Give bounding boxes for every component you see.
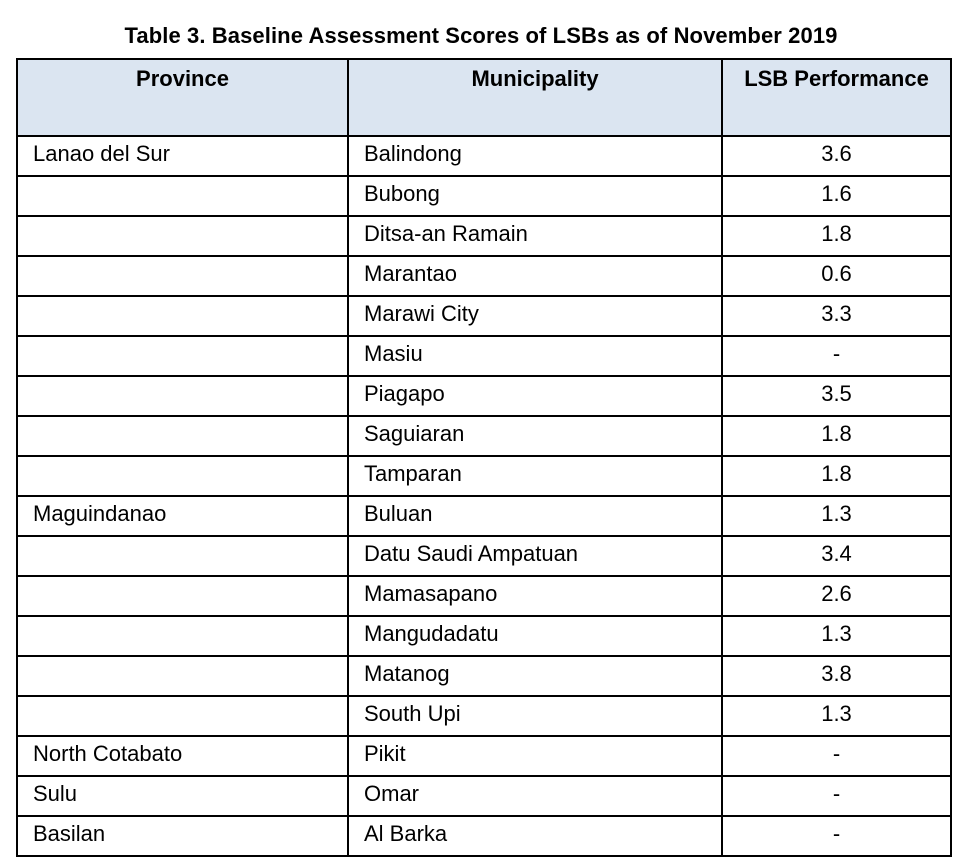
province-cell [17, 296, 348, 336]
municipality-cell: Balindong [348, 136, 722, 176]
lsb-performance-cell: 3.4 [722, 536, 951, 576]
province-cell [17, 656, 348, 696]
province-cell [17, 576, 348, 616]
table-header [17, 59, 951, 136]
lsb-performance-cell: 3.6 [722, 136, 951, 176]
lsb-performance-cell: - [722, 776, 951, 816]
table-row [17, 456, 951, 496]
table-row [17, 816, 951, 856]
lsb-performance-cell: 1.3 [722, 496, 951, 536]
province-cell [17, 256, 348, 296]
table-row [17, 576, 951, 616]
province-cell: Basilan [17, 816, 348, 856]
municipality-cell: Bubong [348, 176, 722, 216]
table-row [17, 296, 951, 336]
header-lsb-performance: LSB Performance [722, 59, 951, 136]
lsb-performance-cell: 1.3 [722, 616, 951, 656]
municipality-cell: Marawi City [348, 296, 722, 336]
header-row [17, 59, 951, 136]
table-row [17, 216, 951, 256]
lsb-performance-cell: 0.6 [722, 256, 951, 296]
table-title: Table 3. Baseline Assessment Scores of LSBs as of November 2019 [124, 23, 838, 48]
municipality-cell: Omar [348, 776, 722, 816]
province-cell [17, 536, 348, 576]
table-row [17, 536, 951, 576]
lsb-performance-cell: 3.3 [722, 296, 951, 336]
municipality-cell: Tamparan [348, 456, 722, 496]
province-cell: Lanao del Sur [17, 136, 348, 176]
table-row [17, 256, 951, 296]
lsb-performance-cell: 1.8 [722, 216, 951, 256]
table-row [17, 696, 951, 736]
province-cell [17, 416, 348, 456]
lsb-performance-cell: 3.5 [722, 376, 951, 416]
table-row [17, 496, 951, 536]
province-cell: Sulu [17, 776, 348, 816]
province-cell: Maguindanao [17, 496, 348, 536]
municipality-cell: Buluan [348, 496, 722, 536]
table-row [17, 416, 951, 456]
lsb-performance-cell: 1.6 [722, 176, 951, 216]
header-municipality: Municipality [348, 59, 722, 136]
province-cell [17, 216, 348, 256]
lsb-performance-cell: 1.8 [722, 416, 951, 456]
table-row [17, 656, 951, 696]
municipality-cell: Matanog [348, 656, 722, 696]
table-row [17, 136, 951, 176]
lsb-scores-table [16, 58, 952, 857]
municipality-cell: Piagapo [348, 376, 722, 416]
province-cell [17, 456, 348, 496]
municipality-cell: Al Barka [348, 816, 722, 856]
municipality-cell: Masiu [348, 336, 722, 376]
table-row [17, 776, 951, 816]
lsb-performance-cell: - [722, 336, 951, 376]
lsb-performance-cell: - [722, 736, 951, 776]
municipality-cell: Pikit [348, 736, 722, 776]
table-row [17, 176, 951, 216]
municipality-cell: Datu Saudi Ampatuan [348, 536, 722, 576]
municipality-cell: South Upi [348, 696, 722, 736]
province-cell [17, 696, 348, 736]
table-row [17, 376, 951, 416]
province-cell [17, 176, 348, 216]
table-body [17, 136, 951, 856]
table-row [17, 736, 951, 776]
lsb-performance-cell: 1.3 [722, 696, 951, 736]
lsb-performance-cell: 2.6 [722, 576, 951, 616]
province-cell [17, 616, 348, 656]
province-cell [17, 376, 348, 416]
municipality-cell: Mangudadatu [348, 616, 722, 656]
lsb-performance-cell: 3.8 [722, 656, 951, 696]
municipality-cell: Mamasapano [348, 576, 722, 616]
lsb-performance-cell: 1.8 [722, 456, 951, 496]
municipality-cell: Marantao [348, 256, 722, 296]
lsb-performance-cell: - [722, 816, 951, 856]
header-province: Province [17, 59, 348, 136]
municipality-cell: Saguiaran [348, 416, 722, 456]
province-cell: North Cotabato [17, 736, 348, 776]
municipality-cell: Ditsa-an Ramain [348, 216, 722, 256]
table-row [17, 336, 951, 376]
table-row [17, 616, 951, 656]
province-cell [17, 336, 348, 376]
